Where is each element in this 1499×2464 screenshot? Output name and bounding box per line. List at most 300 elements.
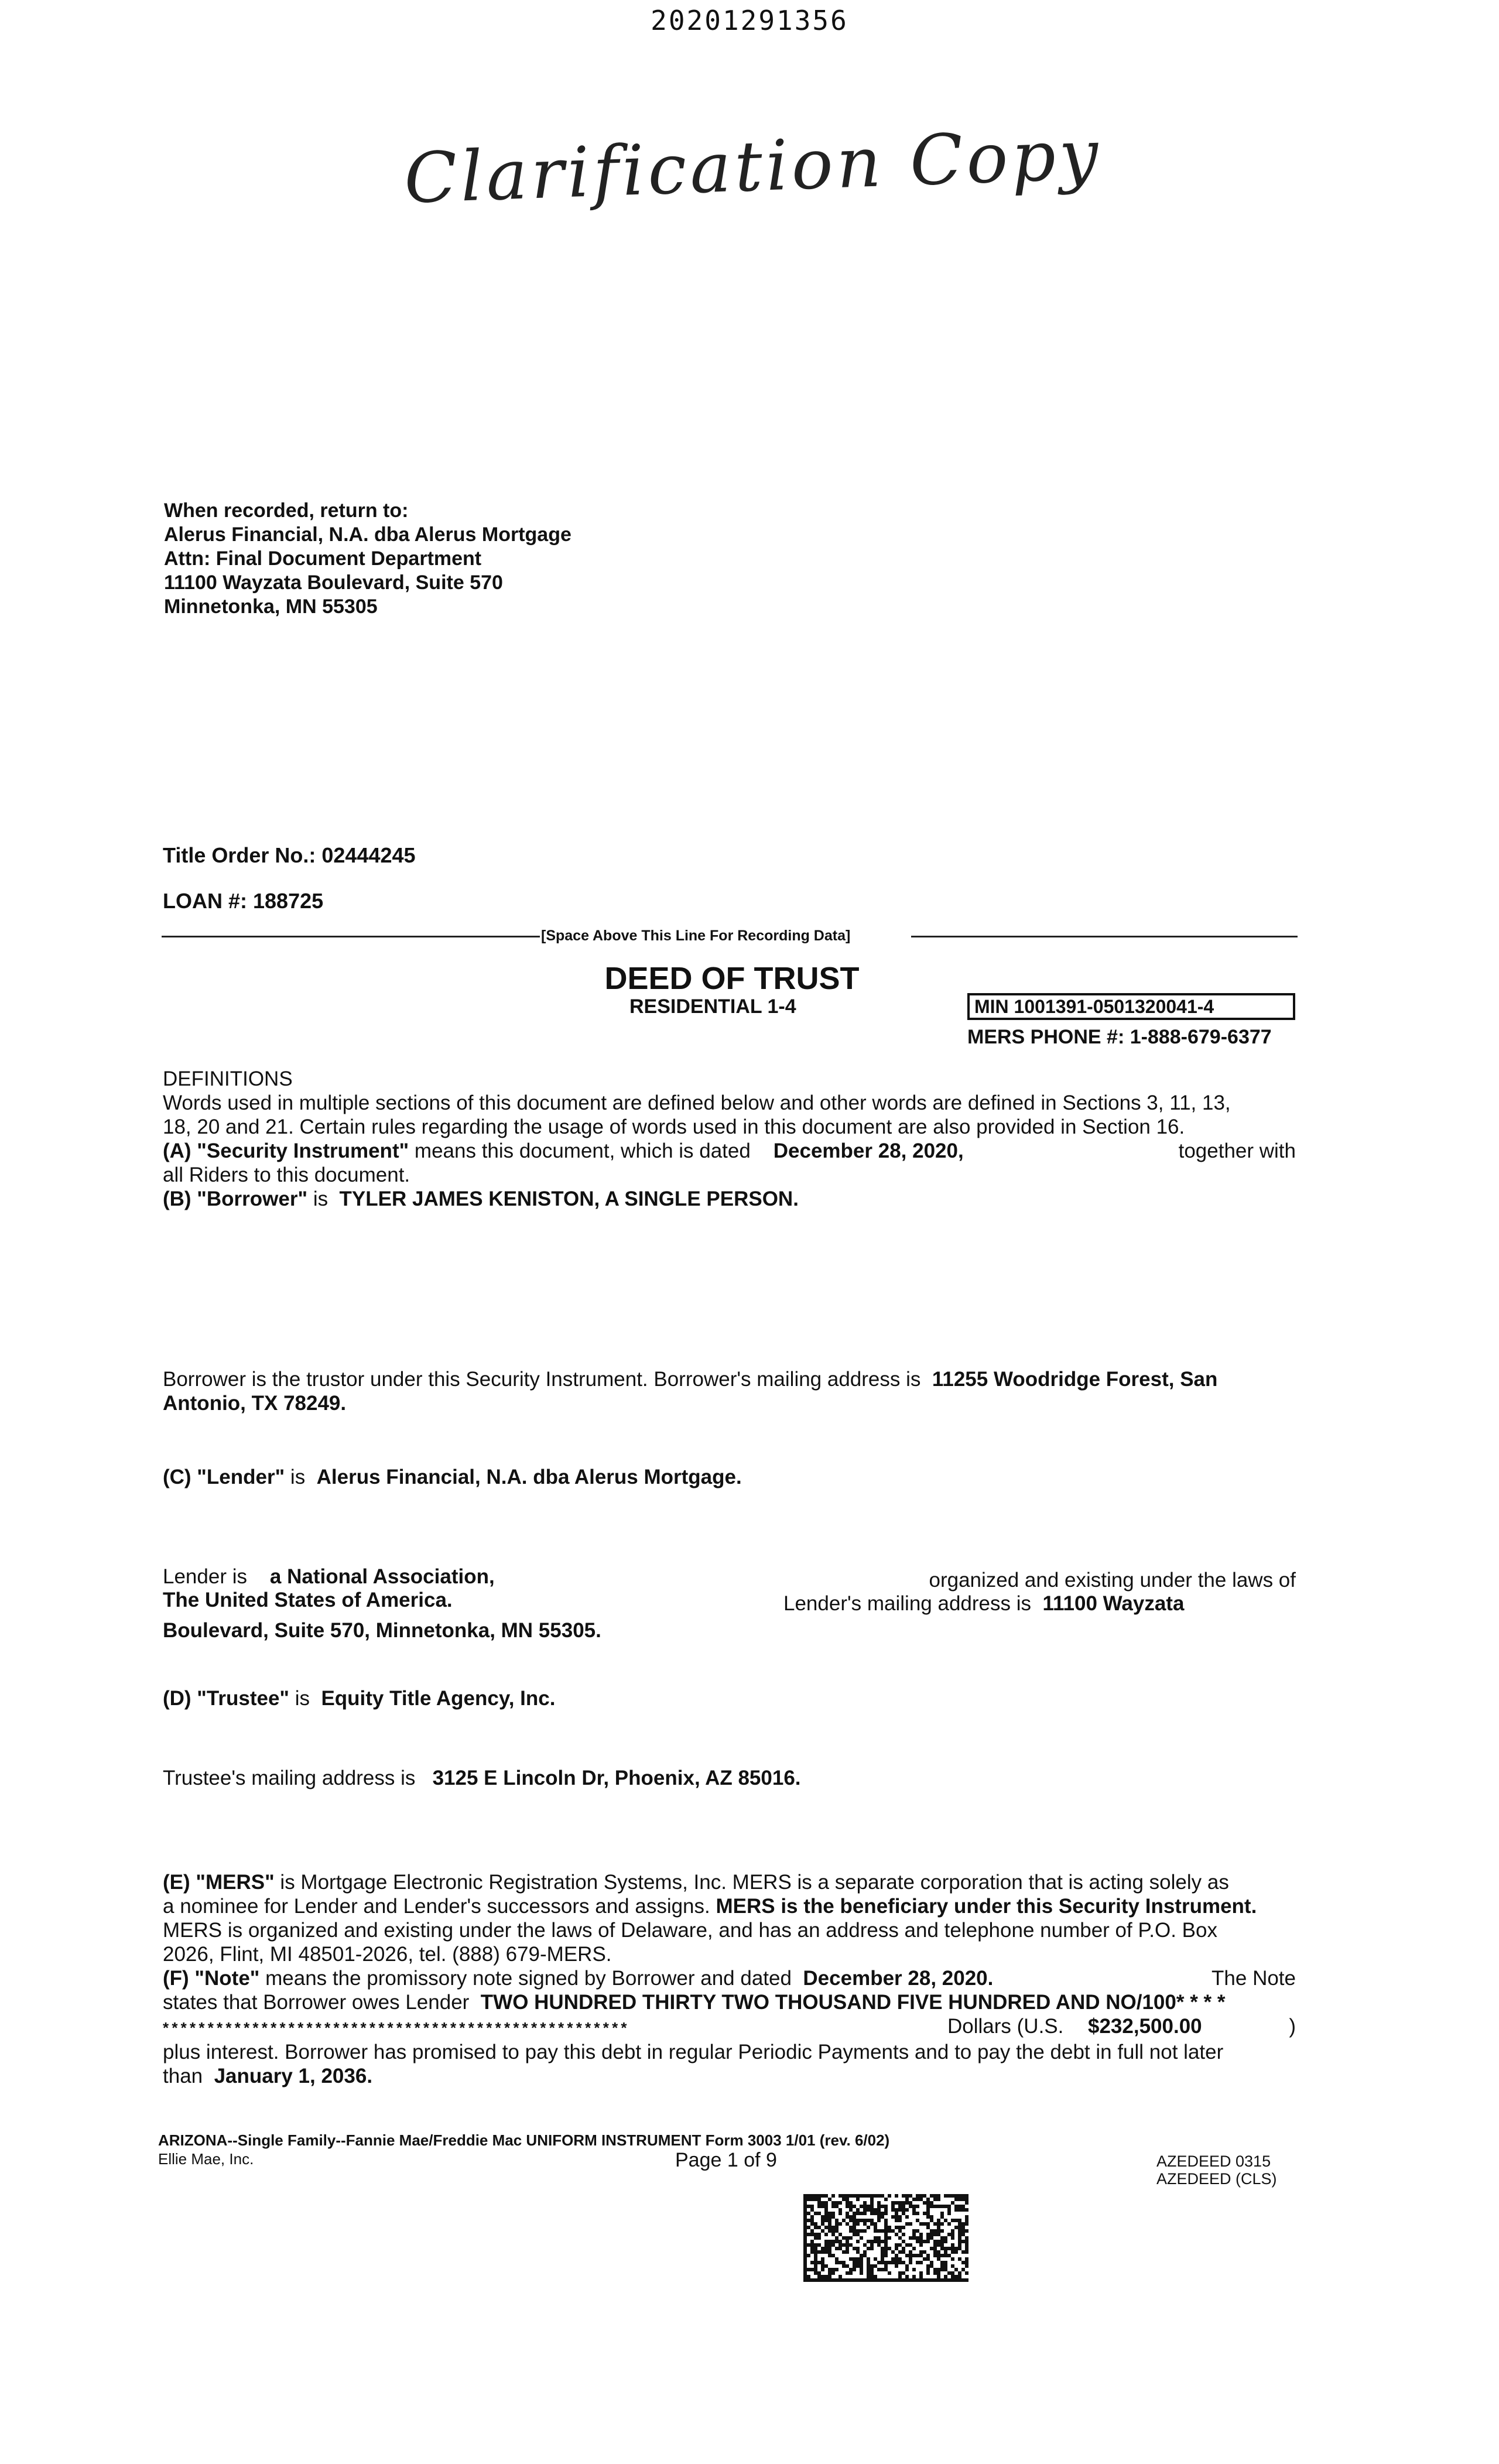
barcode-cell: [898, 2205, 902, 2208]
barcode-cell: [944, 2264, 947, 2268]
barcode-cell: [884, 2243, 888, 2247]
barcode-cell: [807, 2194, 810, 2198]
barcode-cell: [898, 2208, 902, 2212]
barcode-cell: [895, 2215, 898, 2219]
barcode-cell: [810, 2219, 814, 2222]
barcode-cell: [961, 2261, 965, 2264]
barcode-cell: [824, 2243, 828, 2247]
barcode-cell: [902, 2250, 905, 2254]
definition-a: [163, 1139, 1296, 1163]
barcode-cell: [937, 2205, 940, 2208]
barcode-cell: [846, 2247, 849, 2250]
barcode-cell: [923, 2240, 926, 2243]
barcode-cell: [965, 2261, 968, 2264]
barcode-cell: [817, 2243, 821, 2247]
barcode-cell: [881, 2257, 884, 2261]
barcode-cell: [958, 2198, 961, 2201]
barcode-cell: [891, 2278, 895, 2282]
barcode-cell: [905, 2243, 909, 2247]
barcode-cell: [958, 2222, 961, 2226]
barcode-cell: [926, 2278, 930, 2282]
barcode-cell: [824, 2247, 828, 2250]
barcode-cell: [937, 2240, 940, 2243]
barcode-cell: [933, 2198, 937, 2201]
barcode-cell: [919, 2236, 923, 2240]
barcode-cell: [919, 2198, 923, 2201]
return-line: 11100 Wayzata Boulevard, Suite 570: [164, 571, 503, 594]
barcode-cell: [821, 2201, 824, 2205]
barcode-cell: [828, 2268, 831, 2271]
barcode-cell: [926, 2254, 930, 2257]
barcode-cell: [902, 2233, 905, 2236]
barcode-cell: [814, 2226, 817, 2229]
barcode-cell: [912, 2212, 916, 2215]
barcode-cell: [870, 2240, 874, 2243]
barcode-cell: [821, 2229, 824, 2233]
barcode-cell: [951, 2229, 954, 2233]
barcode-cell: [856, 2257, 860, 2261]
barcode-cell: [817, 2271, 821, 2275]
barcode-cell: [912, 2254, 916, 2257]
borrower-address-paragraph: [163, 1367, 1296, 1415]
barcode-cell: [807, 2275, 810, 2278]
barcode-cell: [839, 2275, 842, 2278]
barcode-cell: [926, 2264, 930, 2268]
barcode-cell: [870, 2208, 874, 2212]
barcode-cell: [856, 2219, 860, 2222]
note-date: December 28, 2020.: [803, 1967, 994, 1990]
barcode-cell: [961, 2198, 965, 2201]
barcode-cell: [944, 2268, 947, 2271]
barcode-cell: [874, 2212, 877, 2215]
barcode-cell: [846, 2194, 849, 2198]
barcode-cell: [958, 2233, 961, 2236]
definition-b-label: (B) "Borrower": [163, 1187, 308, 1210]
barcode-cell: [937, 2278, 940, 2282]
barcode-cell: [965, 2240, 968, 2243]
barcode-cell: [870, 2275, 874, 2278]
barcode-cell: [937, 2271, 940, 2275]
handwritten-note: Clarification Copy: [402, 114, 1103, 219]
barcode-cell: [937, 2233, 940, 2236]
barcode-cell: [905, 2268, 909, 2271]
barcode-cell: [916, 2236, 919, 2240]
recording-data-label: [Space Above This Line For Recording Data]: [541, 928, 851, 944]
barcode-cell: [874, 2236, 877, 2240]
barcode-cell: [895, 2278, 898, 2282]
trustee-name: Equity Title Agency, Inc.: [321, 1687, 556, 1710]
barcode-cell: [817, 2201, 821, 2205]
barcode-cell: [965, 2194, 968, 2198]
barcode-cell: [863, 2212, 867, 2215]
barcode-cell: [831, 2201, 835, 2205]
barcode-cell: [835, 2219, 839, 2222]
barcode-cell: [863, 2219, 867, 2222]
barcode-cell: [839, 2208, 842, 2212]
barcode-cell: [824, 2194, 828, 2198]
barcode-cell: [898, 2271, 902, 2275]
barcode-cell: [954, 2247, 958, 2250]
separator-right: [911, 936, 1298, 937]
title-order-value: 02444245: [321, 843, 416, 867]
definitions-section: [163, 1067, 1296, 1211]
barcode-cell: [930, 2205, 933, 2208]
barcode-cell: [909, 2257, 912, 2261]
barcode-cell: [895, 2233, 898, 2236]
barcode-cell: [807, 2233, 810, 2236]
barcode-cell: [828, 2240, 831, 2243]
barcode-cell: [954, 2278, 958, 2282]
barcode-cell: [814, 2264, 817, 2268]
barcode-cell: [831, 2229, 835, 2233]
barcode-cell: [891, 2261, 895, 2264]
barcode-cell: [933, 2229, 937, 2233]
barcode-cell: [912, 2275, 916, 2278]
definition-b-is: is: [307, 1187, 328, 1210]
barcode-cell: [895, 2208, 898, 2212]
barcode-cell: [803, 2215, 807, 2219]
borrower-address-1: 11255 Woodridge Forest, San: [932, 1368, 1218, 1391]
barcode-cell: [881, 2261, 884, 2264]
definition-c-label: (C) "Lender": [163, 1466, 285, 1488]
barcode-cell: [835, 2226, 839, 2229]
barcode-cell: [856, 2194, 860, 2198]
barcode-cell: [909, 2194, 912, 2198]
barcode-cell: [944, 2247, 947, 2250]
barcode-cell: [814, 2268, 817, 2271]
barcode-cell: [877, 2212, 881, 2215]
loan-amount-words: TWO HUNDRED THIRTY TWO THOUSAND FIVE HUNDRED AND NO/100* * * *: [480, 1991, 1226, 2014]
barcode-cell: [888, 2261, 891, 2264]
barcode-cell: [930, 2219, 933, 2222]
barcode-cell: [846, 2198, 849, 2201]
barcode-cell: [807, 2205, 810, 2208]
barcode-cell: [881, 2205, 884, 2208]
barcode-cell: [803, 2208, 807, 2212]
barcode-cell: [824, 2240, 828, 2243]
barcode-cell: [874, 2257, 877, 2261]
barcode-cell: [874, 2229, 877, 2233]
barcode-cell: [947, 2212, 951, 2215]
barcode-cell: [958, 2275, 961, 2278]
barcode-cell: [937, 2257, 940, 2261]
footer-company: Ellie Mae, Inc.: [158, 2150, 254, 2168]
barcode-cell: [919, 2261, 923, 2264]
footer-form-id: ARIZONA--Single Family--Fannie Mae/Freddie Mac UNIFORM INSTRUMENT Form 3003 1/01 (rev. 6/02): [158, 2131, 890, 2149]
barcode-cell: [958, 2205, 961, 2208]
barcode-cell: [824, 2233, 828, 2236]
barcode-cell: [930, 2264, 933, 2268]
barcode-cell: [810, 2261, 814, 2264]
barcode-cell: [839, 2222, 842, 2226]
barcode-cell: [884, 2233, 888, 2236]
barcode-cell: [965, 2250, 968, 2254]
barcode-cell: [824, 2208, 828, 2212]
barcode-cell: [846, 2240, 849, 2243]
barcode-cell: [860, 2278, 863, 2282]
barcode-cell: [895, 2226, 898, 2229]
barcode-cell: [853, 2215, 856, 2219]
barcode-cell: [965, 2271, 968, 2275]
borrower-address-2: Antonio, TX 78249.: [163, 1392, 347, 1415]
barcode-cell: [933, 2247, 937, 2250]
barcode-cell: [898, 2226, 902, 2229]
barcode-cell: [849, 2194, 853, 2198]
barcode-cell: [817, 2236, 821, 2240]
barcode-cell: [902, 2208, 905, 2212]
barcode-cell: [814, 2254, 817, 2257]
2d-barcode-icon: [803, 2193, 968, 2282]
barcode-cell: [951, 2264, 954, 2268]
barcode-cell: [867, 2240, 870, 2243]
definition-e-label: (E) "MERS": [163, 1871, 275, 1894]
definition-d-label: (D) "Trustee": [163, 1687, 289, 1710]
barcode-cell: [954, 2219, 958, 2222]
barcode-cell: [954, 2226, 958, 2229]
barcode-cell: [828, 2247, 831, 2250]
barcode-cell: [853, 2233, 856, 2236]
barcode-cell: [870, 2219, 874, 2222]
barcode-cell: [821, 2219, 824, 2222]
definition-a-label: (A) "Security Instrument": [163, 1139, 409, 1162]
barcode-cell: [839, 2240, 842, 2243]
barcode-cell: [940, 2212, 944, 2215]
barcode-cell: [860, 2257, 863, 2261]
barcode-cell: [923, 2257, 926, 2261]
barcode-cell: [958, 2240, 961, 2243]
barcode-cell: [870, 2268, 874, 2271]
barcode-cell: [831, 2226, 835, 2229]
barcode-cell: [958, 2229, 961, 2233]
barcode-cell: [940, 2254, 944, 2257]
barcode-cell: [807, 2212, 810, 2215]
barcode-cell: [853, 2205, 856, 2208]
barcode-cell: [839, 2233, 842, 2236]
barcode-cell: [846, 2271, 849, 2275]
barcode-cell: [821, 2261, 824, 2264]
barcode-cell: [940, 2261, 944, 2264]
barcode-cell: [965, 2278, 968, 2282]
barcode-cell: [937, 2219, 940, 2222]
barcode-cell: [870, 2271, 874, 2275]
barcode-cell: [891, 2229, 895, 2233]
barcode-cell: [965, 2208, 968, 2212]
barcode-cell: [803, 2254, 807, 2257]
barcode-cell: [898, 2278, 902, 2282]
barcode-cell: [895, 2243, 898, 2247]
barcode-cell: [926, 2240, 930, 2243]
barcode-cell: [810, 2208, 814, 2212]
barcode-cell: [954, 2198, 958, 2201]
barcode-cell: [831, 2268, 835, 2271]
page-number: Page 1 of 9: [675, 2149, 777, 2171]
borrower-name: TYLER JAMES KENISTON, A SINGLE PERSON.: [339, 1187, 799, 1210]
dollars-label: Dollars (U.S.: [947, 2015, 1064, 2038]
barcode-cell: [849, 2271, 853, 2275]
barcode-cell: [965, 2243, 968, 2247]
barcode-cell: [937, 2250, 940, 2254]
return-heading: When recorded, return to:: [164, 499, 409, 522]
barcode-cell: [842, 2219, 846, 2222]
barcode-cell: [944, 2240, 947, 2243]
barcode-cell: [933, 2205, 937, 2208]
barcode-cell: [814, 2257, 817, 2261]
barcode-cell: [947, 2208, 951, 2212]
closing-paren: ): [1289, 2015, 1296, 2038]
barcode-cell: [856, 2278, 860, 2282]
barcode-cell: [846, 2264, 849, 2268]
barcode-cell: [853, 2278, 856, 2282]
barcode-cell: [874, 2240, 877, 2243]
barcode-cell: [947, 2205, 951, 2208]
barcode-cell: [916, 2254, 919, 2257]
trustee-mailing-value: 3125 E Lincoln Dr, Phoenix, AZ 85016.: [432, 1767, 801, 1789]
barcode-cell: [944, 2254, 947, 2257]
barcode-cell: [831, 2271, 835, 2275]
barcode-cell: [874, 2194, 877, 2198]
barcode-cell: [958, 2194, 961, 2198]
barcode-cell: [954, 2208, 958, 2212]
barcode-cell: [888, 2278, 891, 2282]
document-number: 20201291356: [651, 5, 848, 36]
footer-code: AZEDEED (CLS): [1156, 2170, 1277, 2188]
barcode-cell: [902, 2271, 905, 2275]
barcode-cell: [867, 2264, 870, 2268]
barcode-cell: [909, 2254, 912, 2257]
barcode-cell: [856, 2198, 860, 2201]
barcode-cell: [835, 2268, 839, 2271]
barcode-cell: [958, 2226, 961, 2229]
barcode-cell: [821, 2264, 824, 2268]
barcode-cell: [965, 2229, 968, 2233]
mers-beneficiary: MERS is the beneficiary under this Security Instrument.: [716, 1895, 1257, 1918]
barcode-cell: [807, 2278, 810, 2282]
barcode-cell: [803, 2219, 807, 2222]
deed-subtitle: RESIDENTIAL 1-4: [629, 995, 796, 1018]
barcode-cell: [912, 2233, 916, 2236]
barcode-cell: [916, 2205, 919, 2208]
barcode-cell: [951, 2194, 954, 2198]
barcode-cell: [916, 2212, 919, 2215]
barcode-cell: [817, 2205, 821, 2208]
title-order-number: [163, 843, 416, 868]
trustor-text: Borrower is the trustor under this Security Instrument. Borrower's mailing address is: [163, 1368, 921, 1391]
barcode-cell: [891, 2257, 895, 2261]
barcode-cell: [814, 2236, 817, 2240]
barcode-cell: [884, 2268, 888, 2271]
barcode-cell: [905, 2222, 909, 2226]
barcode-cell: [958, 2278, 961, 2282]
barcode-cell: [919, 2243, 923, 2247]
barcode-cell: [916, 2261, 919, 2264]
barcode-cell: [835, 2229, 839, 2233]
barcode-cell: [870, 2201, 874, 2205]
barcode-cell: [835, 2240, 839, 2243]
barcode-cell: [944, 2194, 947, 2198]
barcode-cell: [824, 2278, 828, 2282]
definition-c-is: is: [285, 1466, 306, 1488]
barcode-cell: [888, 2226, 891, 2229]
definition-f-text: means the promissory note signed by Borrower and dated: [259, 1967, 792, 1990]
barcode-cell: [919, 2194, 923, 2198]
barcode-cell: [867, 2194, 870, 2198]
barcode-cell: [849, 2229, 853, 2233]
barcode-cell: [846, 2250, 849, 2254]
barcode-cell: [856, 2208, 860, 2212]
barcode-cell: [898, 2201, 902, 2205]
barcode-cell: [835, 2247, 839, 2250]
definition-e-line: [163, 1870, 1296, 1894]
barcode-cell: [828, 2250, 831, 2254]
barcode-cell: [846, 2236, 849, 2240]
barcode-cell: [821, 2257, 824, 2261]
barcode-cell: [828, 2243, 831, 2247]
lender-name: Alerus Financial, N.A. dba Alerus Mortgage.: [316, 1466, 742, 1488]
barcode-cell: [954, 2268, 958, 2271]
barcode-cell: [807, 2268, 810, 2271]
return-line: Minnetonka, MN 55305: [164, 596, 378, 618]
barcode-cell: [856, 2261, 860, 2264]
barcode-cell: [951, 2219, 954, 2222]
barcode-cell: [853, 2212, 856, 2215]
barcode-cell: [912, 2278, 916, 2282]
barcode-cell: [881, 2278, 884, 2282]
barcode-cell: [849, 2205, 853, 2208]
barcode-cell: [821, 2194, 824, 2198]
definition-f-line: [163, 1966, 1296, 1990]
barcode-cell: [881, 2215, 884, 2219]
barcode-cell: [937, 2198, 940, 2201]
barcode-cell: [842, 2243, 846, 2247]
barcode-cell: [930, 2261, 933, 2264]
barcode-cell: [860, 2264, 863, 2268]
barcode-cell: [951, 2278, 954, 2282]
barcode-cell: [831, 2243, 835, 2247]
barcode-cell: [881, 2212, 884, 2215]
barcode-cell: [860, 2254, 863, 2257]
barcode-cell: [898, 2275, 902, 2278]
barcode-cell: [902, 2261, 905, 2264]
barcode-cell: [831, 2212, 835, 2215]
barcode-cell: [828, 2198, 831, 2201]
barcode-cell: [930, 2233, 933, 2236]
barcode-cell: [919, 2271, 923, 2275]
barcode-cell: [884, 2208, 888, 2212]
lender-mailing-2: Boulevard, Suite 570, Minnetonka, MN 55305.: [163, 1619, 601, 1642]
barcode-cell: [930, 2215, 933, 2219]
barcode-cell: [884, 2205, 888, 2208]
barcode-cell: [919, 2275, 923, 2278]
barcode-cell: [923, 2222, 926, 2226]
barcode-cell: [961, 2240, 965, 2243]
barcode-cell: [912, 2198, 916, 2201]
barcode-cell: [895, 2261, 898, 2264]
barcode-cell: [803, 2205, 807, 2208]
barcode-cell: [926, 2233, 930, 2236]
barcode-cell: [856, 2240, 860, 2243]
barcode-cell: [923, 2212, 926, 2215]
barcode-cell: [849, 2208, 853, 2212]
lender-type-line: [163, 1565, 495, 1589]
barcode-cell: [902, 2201, 905, 2205]
barcode-cell: [951, 2247, 954, 2250]
barcode-cell: [810, 2247, 814, 2250]
barcode-cell: [926, 2212, 930, 2215]
barcode-cell: [814, 2247, 817, 2250]
loan-value: 188725: [253, 889, 324, 913]
barcode-cell: [877, 2201, 881, 2205]
definition-f-line: [163, 1990, 1296, 2014]
